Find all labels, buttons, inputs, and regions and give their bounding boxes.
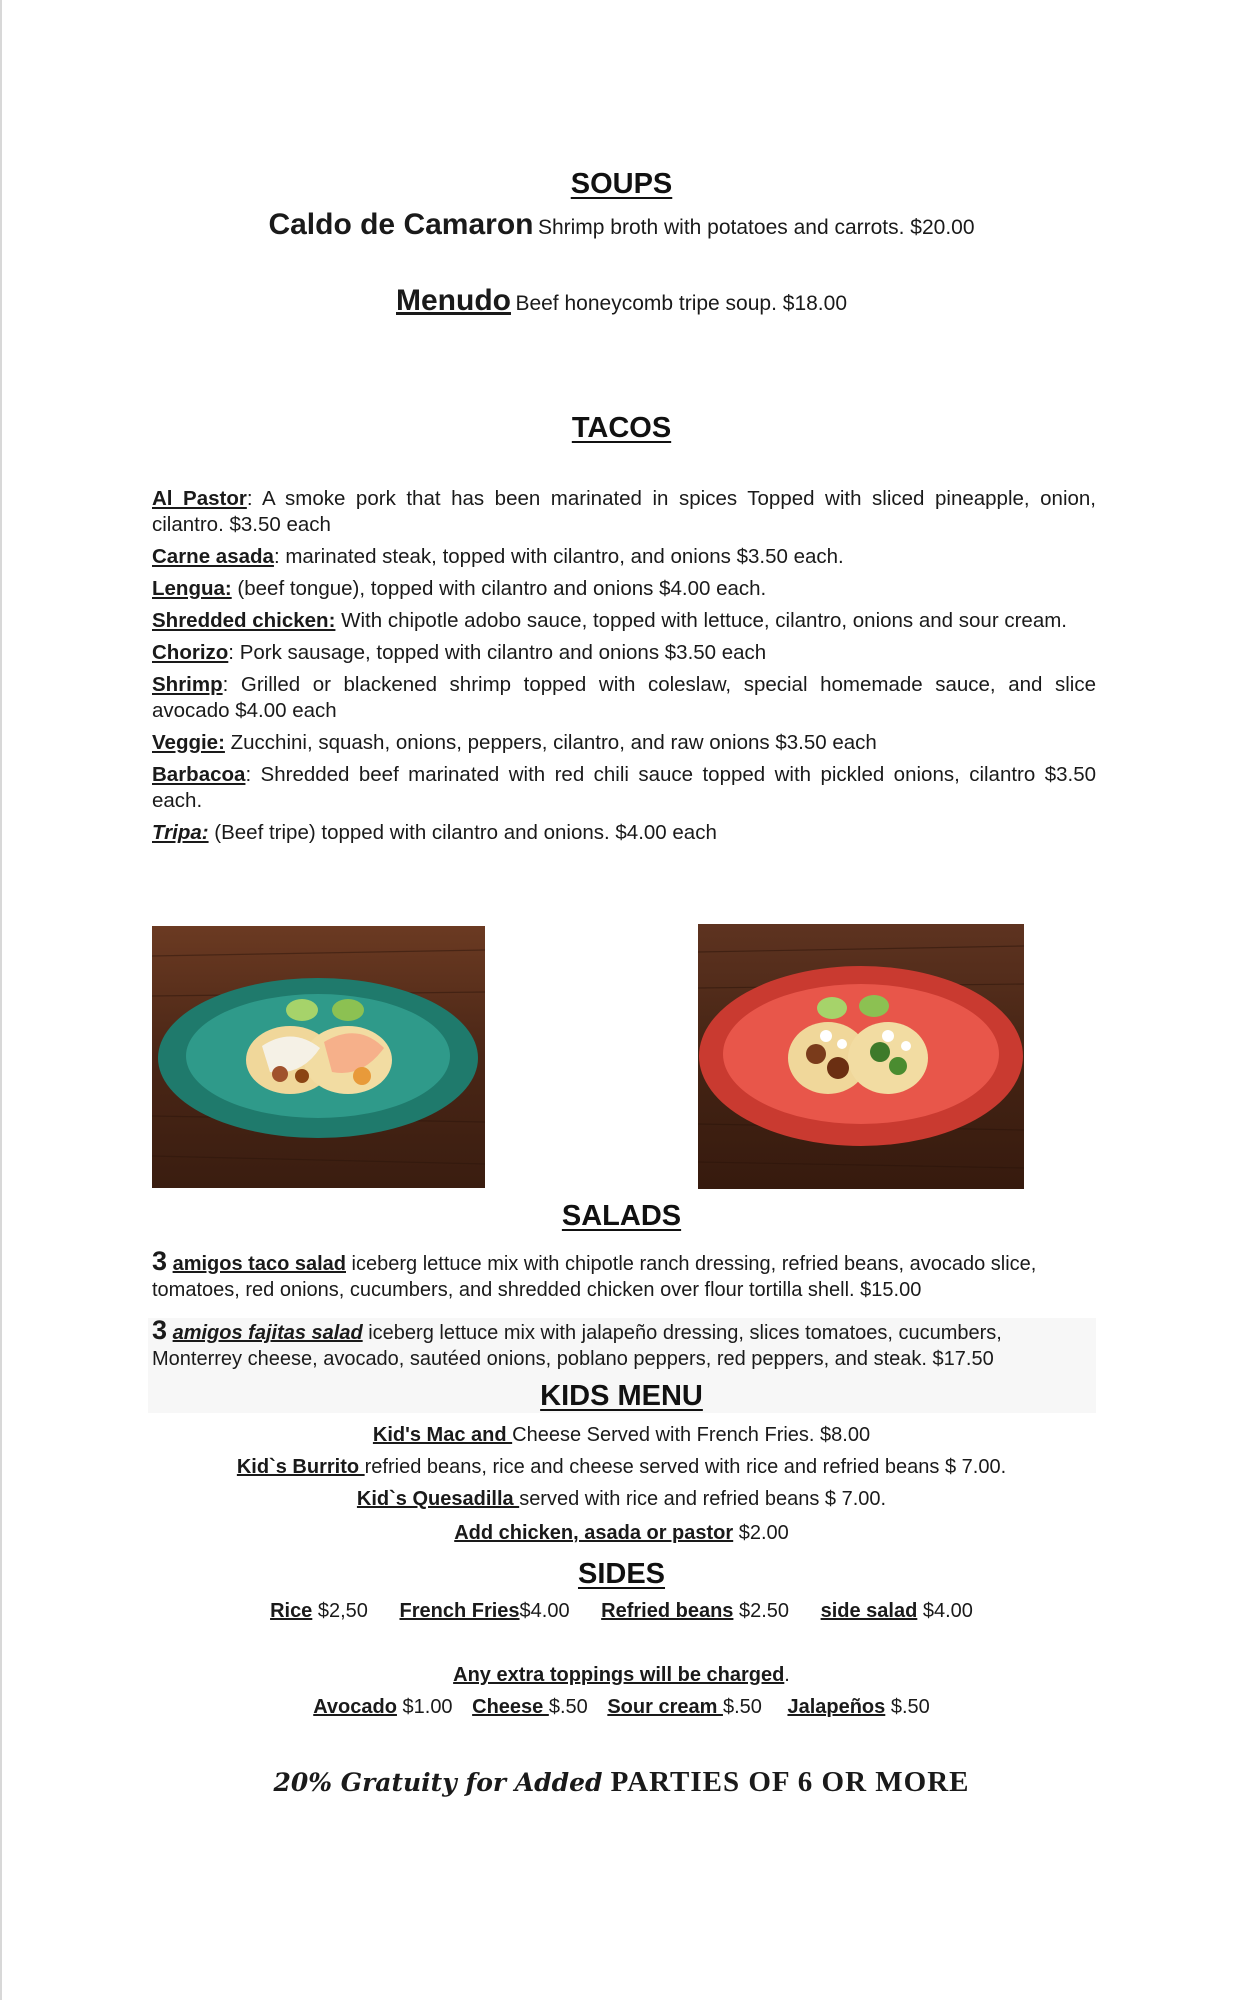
taco-item — [152, 544, 1096, 570]
side-price: $4.00 — [519, 1600, 570, 1622]
gratuity-caps: PARTIES OF 6 OR MORE — [610, 1766, 970, 1798]
salad-number: 3 — [152, 1315, 168, 1345]
taco-name: Al Pastor — [152, 487, 247, 510]
taco-desc: (beef tongue), topped with cilantro and onions $4.00 each. — [231, 577, 767, 600]
soup-item — [0, 284, 1243, 318]
kids-item — [0, 1424, 1243, 1447]
kids-heading: KIDS MENU — [540, 1380, 703, 1412]
soup-desc: Beef honeycomb tripe soup. $18.00 — [515, 292, 847, 315]
taco-item — [152, 486, 1096, 538]
taco-name: Carne asada — [152, 545, 274, 568]
taco-desc: : Pork sausage, topped with cilantro and onions $3.50 each — [228, 641, 767, 664]
toppings-note-text: Any extra toppings will be charged — [453, 1664, 785, 1686]
taco-desc: Zucchini, squash, onions, peppers, cilantro, and raw onions $3.50 each — [224, 731, 877, 754]
salad-number: 3 — [152, 1246, 168, 1276]
kids-item-desc: served with rice and refried beans $ 7.00. — [519, 1488, 887, 1510]
taco-item — [152, 672, 1096, 724]
taco-desc: : Shredded beef marinated with red chili sauce topped with pickled onions, cilantro $3.50 each. — [152, 763, 1096, 812]
taco-name: Lengua: — [152, 577, 232, 600]
tacos-list — [152, 486, 1096, 852]
soup-desc: Shrimp broth with potatoes and carrots. $20.00 — [537, 216, 975, 239]
kids-item — [0, 1488, 1243, 1511]
topping-name: Cheese — [472, 1696, 549, 1718]
topping-price: $1.00 — [396, 1696, 453, 1718]
gratuity-script: 20% Gratuity for Added — [273, 1768, 603, 1797]
topping-name: Sour cream — [607, 1696, 723, 1718]
topping-price: $.50 — [722, 1696, 762, 1718]
topping-name: Avocado — [313, 1696, 397, 1718]
topping-price: $.50 — [885, 1696, 930, 1718]
taco-desc: With chipotle adobo sauce, topped with lettuce, cilantro, onions and sour cream. — [335, 609, 1068, 632]
soup-item — [0, 208, 1243, 242]
kids-item-name: Add chicken, asada or pastor — [454, 1522, 734, 1544]
kids-item-desc: refried beans, rice and cheese served with rice and refried beans $ 7.00. — [364, 1456, 1007, 1478]
side-price: $4.00 — [917, 1600, 973, 1622]
salad-desc: iceberg lettuce mix with jalapeño dressing, slices tomatoes, cucumbers, Monterrey cheese, avocado, sautéed onions, poblano peppers, red peppers, and steak. $17.50 — [152, 1322, 1002, 1370]
taco-item — [152, 608, 1096, 634]
taco-name: Shrimp — [152, 673, 223, 696]
kids-item — [0, 1522, 1243, 1545]
gratuity-note — [0, 1766, 1243, 1799]
side-name: Refried beans — [601, 1600, 734, 1622]
side-price: $2.50 — [733, 1600, 790, 1622]
taco-name: Tripa: — [152, 821, 209, 844]
kids-item-name: Kid`s Quesadilla — [356, 1488, 520, 1510]
soups-heading: SOUPS — [570, 168, 673, 200]
kids-item-name: Kid's Mac and — [372, 1424, 513, 1446]
taco-item — [152, 730, 1096, 756]
kids-item-name: Kid`s Burrito — [236, 1456, 365, 1478]
kids-item-desc: Cheese Served with French Fries. $8.00 — [512, 1424, 871, 1446]
taco-desc: : Grilled or blackened shrimp topped with coleslaw, special homemade sauce, and slice avocado $4.00 each — [152, 673, 1096, 722]
tacos-heading: TACOS — [571, 412, 672, 444]
soup-name: Menudo — [396, 284, 511, 317]
salad-item — [152, 1248, 1096, 1303]
taco-name: Shredded chicken: — [152, 609, 336, 632]
taco-item — [152, 762, 1096, 814]
salad-item — [152, 1317, 1096, 1372]
side-name: French Fries — [399, 1600, 520, 1622]
sides-heading: SIDES — [577, 1558, 666, 1590]
topping-name: Jalapeños — [787, 1696, 886, 1718]
taco-item — [152, 576, 1096, 602]
toppings-list — [0, 1696, 1243, 1719]
toppings-note — [0, 1664, 1243, 1687]
side-name: side salad — [820, 1600, 918, 1622]
taco-desc: : marinated steak, topped with cilantro, and onions $3.50 each. — [273, 545, 844, 568]
taco-photo-right — [698, 924, 1024, 1189]
salad-name: amigos taco salad — [172, 1253, 346, 1275]
salad-name: amigos fajitas salad — [172, 1322, 363, 1344]
taco-name: Barbacoa — [152, 763, 246, 786]
taco-name: Chorizo — [152, 641, 229, 664]
side-name: Rice — [270, 1600, 313, 1622]
soup-name: Caldo de Camaron — [268, 208, 534, 241]
taco-desc: : A smoke pork that has been marinated in spices Topped with sliced pineapple, onion, cilantro. $3.50 each — [152, 487, 1096, 536]
toppings-note-end: . — [784, 1664, 790, 1686]
taco-photo-left — [152, 926, 485, 1188]
kids-item-desc: $2.00 — [733, 1522, 789, 1544]
salads-heading: SALADS — [561, 1200, 682, 1232]
taco-item — [152, 820, 1096, 846]
sides-list — [0, 1600, 1243, 1623]
taco-desc: (Beef tripe) topped with cilantro and onions. $4.00 each — [208, 821, 717, 844]
kids-item — [0, 1456, 1243, 1479]
salad-desc: iceberg lettuce mix with chipotle ranch dressing, refried beans, avocado slice, tomatoes, red onions, cucumbers, and shredded chicken over flour tortilla shell. $15.00 — [152, 1253, 1037, 1301]
taco-item — [152, 640, 1096, 666]
taco-name: Veggie: — [152, 731, 225, 754]
side-price: $2,50 — [312, 1600, 368, 1622]
topping-price: $.50 — [548, 1696, 588, 1718]
